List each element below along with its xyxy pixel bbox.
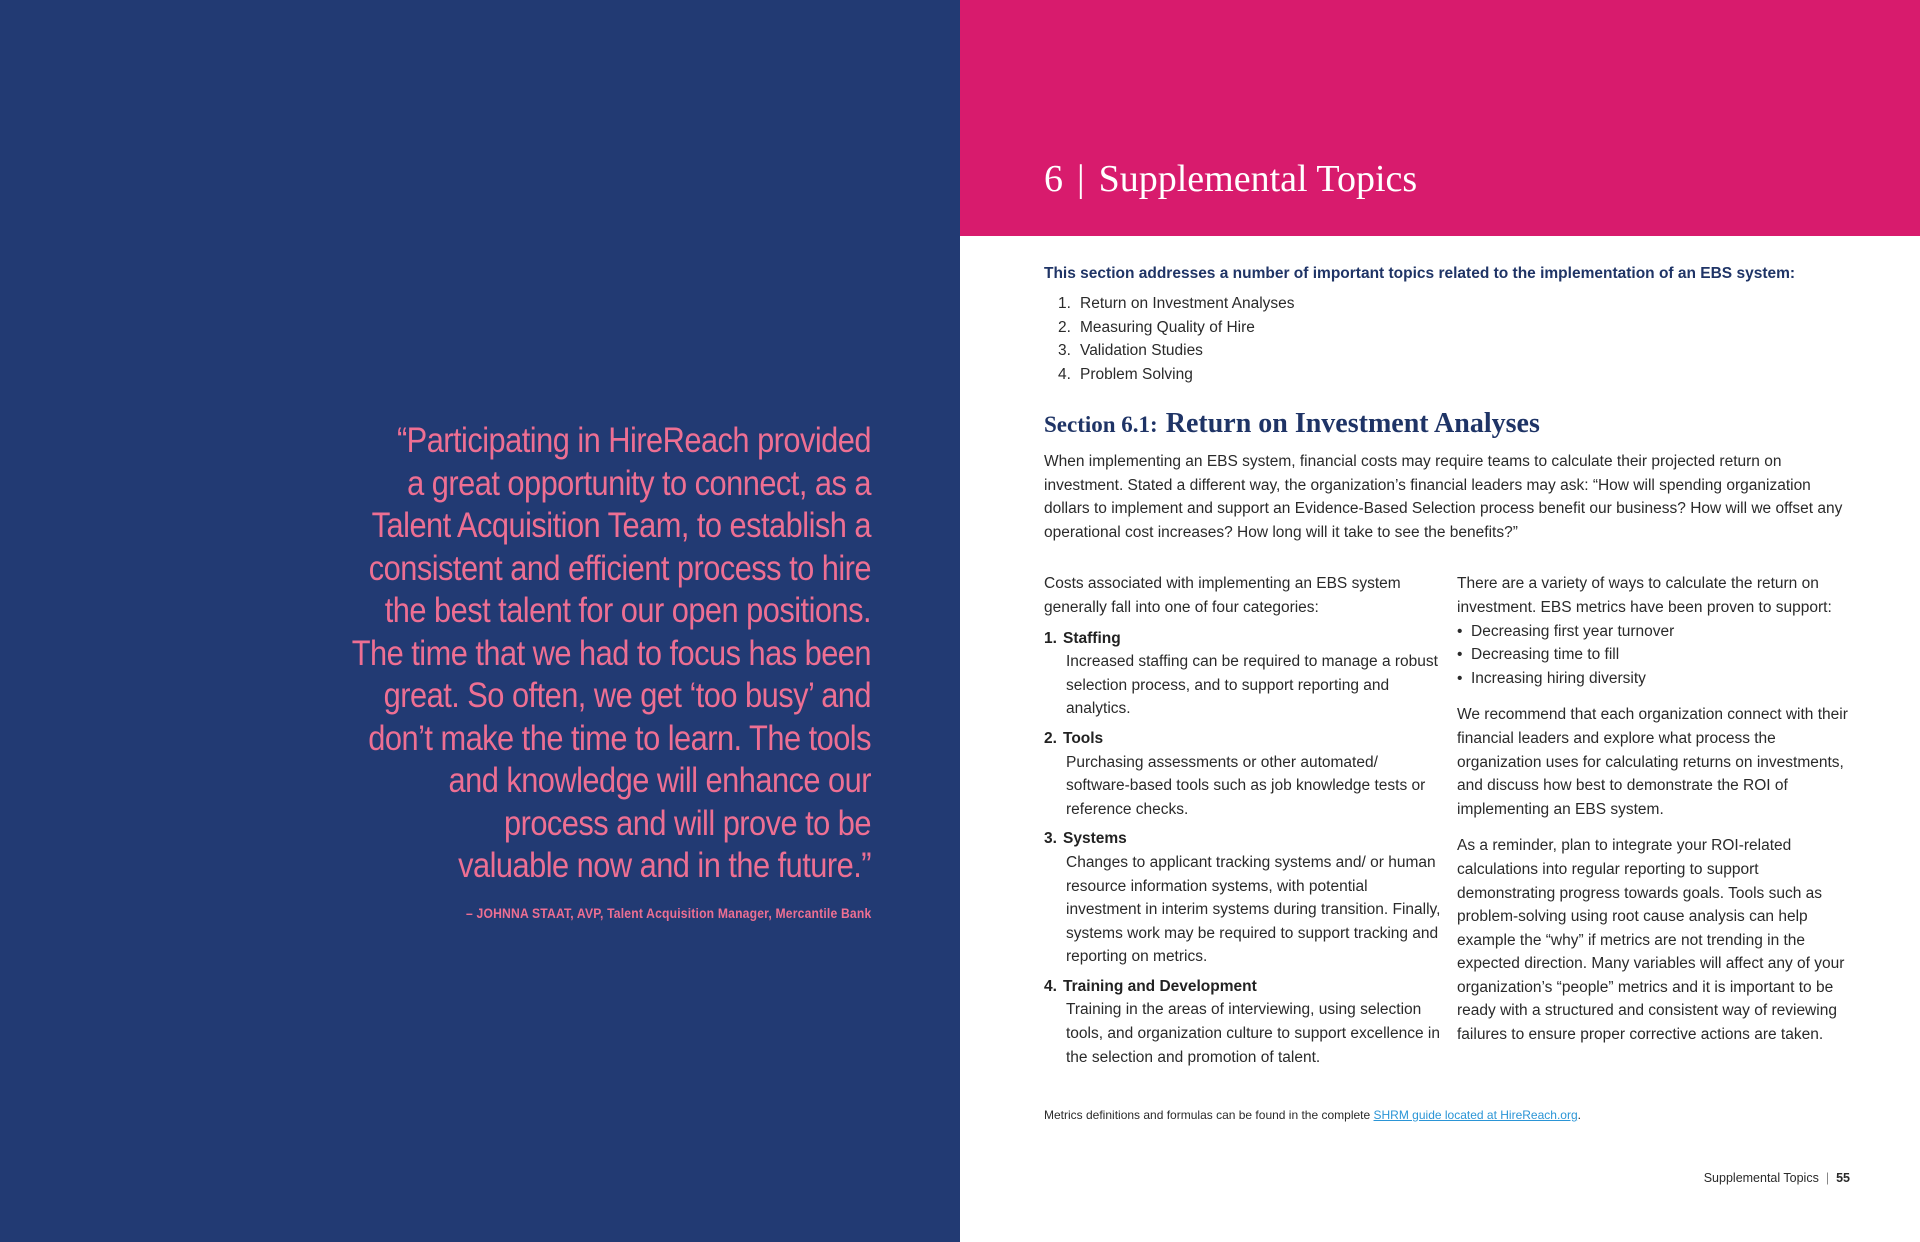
cost-category-list (1044, 627, 1444, 1070)
quote-line: and knowledge will enhance our (448, 761, 871, 800)
roi-intro: There are a variety of ways to calculate the return on investment. EBS metrics have been proven to support: (1457, 575, 1832, 616)
list-item (1058, 292, 1856, 316)
cost-category-desc: Purchasing assessments or other automated/ software-based tools such as job knowledge tests or reference checks. (1066, 753, 1426, 818)
cost-category (1044, 727, 1444, 821)
cost-category-title (1044, 627, 1444, 651)
quote-line: don’t make the time to learn. The tools (368, 718, 871, 758)
list-item: • Increasing hiring diversity (1457, 667, 1857, 691)
reminder-paragraph: As a reminder, plan to integrate your ROI-related calculations into regular reporting to support demonstrating progress towards goals. Tools such as problem-solving using root cause analysis can help example the “why” if metrics are not trending in the expected direction. Many variables will affect any of your organization’s “people” metrics and it is important to be ready with a structured and consistent way of reviewing failures to ensure proper corrective actions are taken. (1457, 837, 1845, 1044)
quote-attribution: – JOHNNA STAAT, AVP, Talent Acquisition Manager, Mercantile Bank (465, 906, 871, 921)
list-item-number: 4. (1058, 365, 1071, 383)
cost-category-name: Training and Development (1063, 977, 1257, 995)
recommendation-paragraph: We recommend that each organization connect with their financial leaders and explore what process the organization uses for calculating returns on investments, and discuss how best to demonstrate the ROI of implementing an EBS system. (1457, 706, 1848, 818)
list-item (1058, 339, 1856, 363)
cost-category (1044, 975, 1444, 1069)
cost-category-title (1044, 827, 1444, 851)
quote-line: process and will prove to be (503, 803, 871, 843)
cost-category-desc: Changes to applicant tracking systems and/ or human resource information systems, with potential investment in interim systems during transition. Finally, systems work may be required to support tracking and reporting on metrics. (1066, 853, 1441, 966)
page-number: 55 (1836, 1171, 1850, 1185)
shrm-guide-link[interactable]: SHRM guide located at HireReach.org (1373, 1108, 1578, 1122)
cost-category-name: Staffing (1063, 629, 1121, 647)
quote-line: Talent Acquisition Team, to establish a (371, 506, 871, 545)
page-content (1044, 262, 1856, 1092)
cost-category-title (1044, 975, 1444, 999)
list-item-label: Return on Investment Analyses (1080, 295, 1295, 312)
chapter-number: 6 (1044, 158, 1063, 200)
list-item-label: Problem Solving (1080, 365, 1193, 383)
quote-line: the best talent for our open positions. (384, 591, 871, 630)
cost-category-number: 3. (1044, 830, 1057, 848)
cost-category (1044, 827, 1444, 969)
cost-category-number: 2. (1044, 729, 1057, 747)
cost-category-desc: Increased staffing can be required to manage a robust selection process, and to support reporting and analytics. (1066, 653, 1438, 718)
quote-line: valuable now and in the future.” (458, 846, 871, 885)
cost-intro: Costs associated with implementing an EBS system generally fall into one of four categories: (1044, 575, 1401, 616)
cost-category-name: Systems (1063, 830, 1127, 848)
footnote-text: Metrics definitions and formulas can be found in the complete (1044, 1108, 1374, 1122)
chapter-header-band (960, 0, 1920, 236)
page-footer (1704, 1171, 1850, 1185)
cost-category-number: 4. (1044, 977, 1057, 995)
list-item-label: Measuring Quality of Hire (1080, 318, 1255, 336)
quote-line: great. So often, we get ‘too busy’ and (383, 676, 871, 715)
testimonial-quote (271, 420, 871, 888)
cost-category-name: Tools (1063, 729, 1104, 747)
quote-line: The time that we had to focus has been (351, 633, 871, 673)
right-column (1457, 572, 1857, 1046)
metric-bullet-list (1457, 620, 1857, 691)
chapter-separator: | (1077, 158, 1085, 200)
section-intro: This section addresses a number of important topics related to the implementation of an EBS system: (1044, 265, 1796, 282)
footer-separator: | (1825, 1171, 1830, 1185)
cost-category (1044, 627, 1444, 721)
list-item-label: Validation Studies (1080, 342, 1203, 359)
section-label: Section 6.1: (1044, 412, 1158, 437)
left-column (1044, 572, 1444, 1075)
two-column-body (1044, 572, 1856, 1092)
chapter-name: Supplemental Topics (1098, 158, 1418, 200)
list-item: • Decreasing first year turnover (1457, 620, 1857, 644)
cost-category-number: 1. (1044, 629, 1057, 647)
list-item: • Decreasing time to fill (1457, 643, 1857, 667)
cost-category-title (1044, 727, 1444, 751)
footnote (1044, 1108, 1581, 1122)
quote-line: consistent and efficient process to hire (368, 548, 871, 588)
section-title: Return on Investment Analyses (1165, 408, 1540, 439)
list-item-number: 3. (1058, 342, 1071, 359)
footer-section-label: Supplemental Topics (1703, 1171, 1819, 1185)
footnote-end: . (1577, 1108, 1581, 1122)
quote-line: a great opportunity to connect, as a (407, 463, 871, 503)
list-item-number: 1. (1058, 295, 1071, 312)
section-body: When implementing an EBS system, financial costs may require teams to calculate their projected return on investment. Stated a different way, the organization’s financial leaders may ask: “How will spending organization dollars to implement and support an Evidence-Based Selection process benefit our business? How will we offset any operational cost increases? How long will it take to see the benefits?” (1044, 453, 1843, 541)
list-item (1058, 363, 1856, 387)
list-item-number: 2. (1058, 318, 1071, 336)
document-page (960, 0, 1920, 1242)
topic-list (1044, 292, 1856, 386)
list-item (1058, 316, 1856, 340)
cost-category-desc: Training in the areas of interviewing, using selection tools, and organization culture to support excellence in the selection and promotion of talent. (1066, 1001, 1440, 1066)
chapter-title (1044, 156, 1417, 202)
section-heading (1044, 408, 1856, 440)
quote-line: “Participating in HireReach provided (396, 421, 871, 460)
